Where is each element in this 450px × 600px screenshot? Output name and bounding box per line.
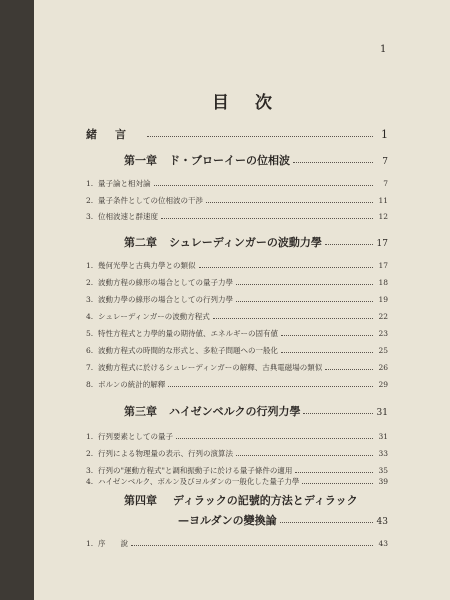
- section-page: 25: [378, 346, 388, 355]
- section-index: 1.: [86, 432, 94, 441]
- section-title: 波動方程式の時間的な形式と、多粒子問題への一般化: [98, 346, 278, 355]
- section-title: 波動力學の線形の場合としての行列力學: [98, 295, 233, 304]
- section-entry: [86, 178, 388, 189]
- section-title: ハイゼンベルク、ボルン及びヨルダンの一般化した量子力學: [98, 477, 300, 486]
- section-page: 33: [378, 449, 388, 458]
- chapter-subtitle: —ヨルダンの變換論: [178, 514, 277, 527]
- toc-entry-intro: [86, 126, 388, 142]
- section-index: 1.: [86, 179, 94, 188]
- leader-dots: [293, 162, 373, 163]
- leader-dots: [199, 267, 374, 268]
- section-title: 序 說: [98, 539, 128, 548]
- section-index: 1.: [86, 261, 94, 270]
- section-title: 行列の"運動方程式"と調和振動子に於ける量子條件の適用: [98, 466, 293, 475]
- section-entry: [86, 211, 388, 222]
- section-page: 23: [378, 329, 388, 338]
- section-index: 2.: [86, 278, 94, 287]
- chapter-page: 31: [376, 408, 388, 418]
- section-index: 1.: [86, 539, 94, 548]
- chapter-heading: [124, 403, 388, 419]
- section-index: 3.: [86, 212, 94, 221]
- section-entry: [86, 294, 388, 305]
- section-page: 39: [378, 477, 388, 486]
- chapter-title: ド・ブローイーの位相波: [169, 154, 290, 167]
- section-title: 位相波速と群速度: [98, 212, 158, 221]
- section-page: 18: [378, 278, 388, 287]
- section-entry: [86, 328, 388, 339]
- section-page: 43: [378, 539, 388, 548]
- leader-dots: [236, 301, 373, 302]
- section-entry: [86, 465, 388, 476]
- section-entry: [86, 538, 388, 549]
- leader-dots: [303, 413, 373, 414]
- section-entry: [86, 379, 388, 390]
- section-title: 幾何光學と古典力學との類似: [98, 261, 196, 270]
- section-page: 7: [383, 179, 388, 188]
- leader-dots: [154, 185, 374, 186]
- leader-dots: [281, 352, 373, 353]
- chapter-title: シュレーディンガーの波動力學: [169, 236, 322, 249]
- section-entry: [86, 311, 388, 322]
- chapter-page: 43: [376, 517, 388, 527]
- section-entry: [86, 431, 388, 442]
- chapter-heading: [124, 234, 388, 250]
- section-title: 行列による物理量の表示、行列の演算法: [98, 449, 233, 458]
- section-title: シュレーディンガーの波動方程式: [98, 312, 210, 321]
- chapter-title: ディラックの記號的方法とディラック: [172, 494, 358, 507]
- page-number: 1: [380, 44, 387, 55]
- section-index: 5.: [86, 329, 94, 338]
- section-title: 行列要素としての量子: [98, 432, 173, 441]
- section-page: 19: [378, 295, 388, 304]
- section-entry: [86, 476, 388, 487]
- leader-dots: [161, 218, 373, 219]
- chapter-number: 第一章: [124, 154, 157, 167]
- leader-dots: [325, 244, 373, 245]
- section-page: 11: [378, 196, 388, 205]
- section-page: 22: [378, 312, 388, 321]
- section-title: 波動方程式に於けるシュレーディンガーの解釋、古典電磁場の類似: [98, 363, 323, 372]
- chapter-number: 第三章: [124, 405, 157, 418]
- chapter-heading-continuation: [178, 512, 388, 528]
- leader-dots: [236, 284, 373, 285]
- leader-dots: [325, 369, 373, 370]
- section-index: 6.: [86, 346, 94, 355]
- section-title: 特性方程式と力學的量の期待値、エネルギーの固有値: [98, 329, 278, 338]
- chapter-heading: [124, 152, 388, 168]
- section-index: 2.: [86, 196, 94, 205]
- chapter-number: 第四章: [124, 494, 157, 507]
- toc-entry-label: 緒言: [86, 128, 144, 141]
- section-index: 8.: [86, 380, 94, 389]
- leader-dots: [213, 318, 373, 319]
- section-entry: [86, 345, 388, 356]
- leader-dots: [281, 335, 373, 336]
- section-entry: [86, 260, 388, 271]
- chapter-page: 7: [382, 157, 388, 167]
- section-page: 29: [378, 380, 388, 389]
- section-page: 31: [378, 432, 388, 441]
- section-entry: [86, 277, 388, 288]
- section-index: 7.: [86, 363, 94, 372]
- section-index: 2.: [86, 449, 94, 458]
- section-index: 3.: [86, 466, 94, 475]
- section-page: 26: [378, 363, 388, 372]
- leader-dots: [302, 483, 373, 484]
- toc-entry-page: 1: [381, 128, 388, 141]
- chapter-page: 17: [376, 239, 388, 249]
- leader-dots: [147, 136, 373, 137]
- chapter-number: 第二章: [124, 236, 157, 249]
- section-page: 17: [378, 261, 388, 270]
- section-title: 量子条件としての位相波の干渉: [98, 196, 203, 205]
- leader-dots: [206, 202, 373, 203]
- section-index: 3.: [86, 295, 94, 304]
- section-title: 波動方程の線形の場合としての量子力學: [98, 278, 233, 287]
- leader-dots: [176, 438, 373, 439]
- leader-dots: [280, 522, 373, 523]
- leader-dots: [295, 472, 373, 473]
- leader-dots: [131, 545, 373, 546]
- chapter-heading: [124, 492, 358, 508]
- leader-dots: [168, 386, 373, 387]
- section-entry: [86, 448, 388, 459]
- book-page: [34, 0, 450, 600]
- section-entry: [86, 362, 388, 373]
- section-entry: [86, 195, 388, 206]
- section-page: 35: [378, 466, 388, 475]
- section-index: 4.: [86, 312, 94, 321]
- section-title: 量子論と相対論: [98, 179, 151, 188]
- section-page: 12: [378, 212, 388, 221]
- chapter-title: ハイゼンベルクの行列力學: [169, 405, 301, 418]
- page-title: 目次: [212, 93, 298, 113]
- leader-dots: [236, 455, 373, 456]
- section-index: 4.: [86, 477, 94, 486]
- section-title: ボルンの統計的解釋: [98, 380, 166, 389]
